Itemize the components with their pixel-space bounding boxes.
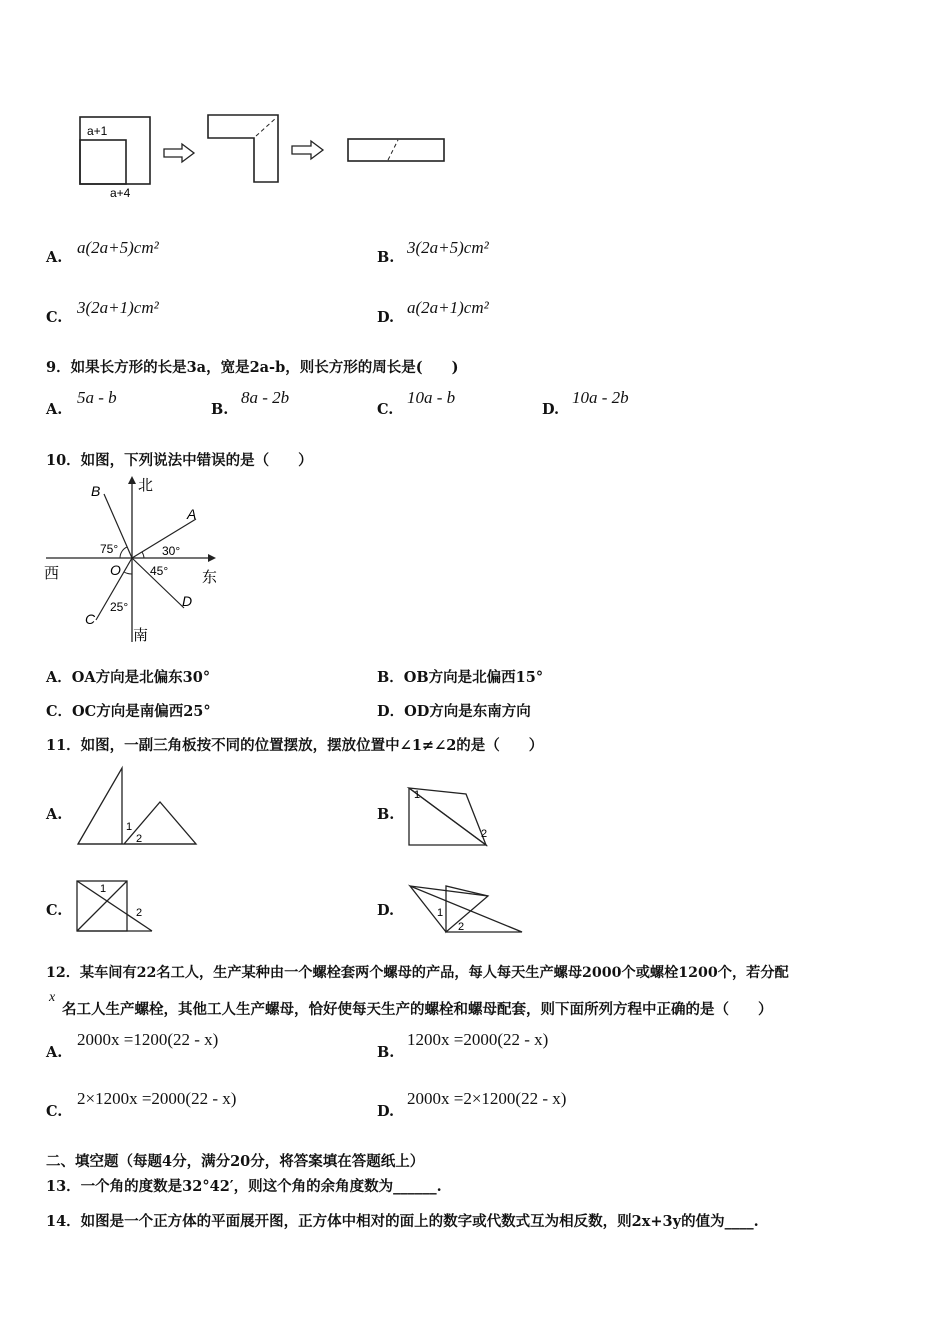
angle-2-label: 2 <box>136 833 143 845</box>
q8-figure <box>70 108 460 200</box>
q9-option-d: D. <box>542 401 560 418</box>
q11-option-b: B. <box>377 806 395 823</box>
q8-option-c: C. <box>46 309 63 326</box>
label-O: O <box>110 562 121 578</box>
triangle-ruler-2 <box>124 802 196 844</box>
q12-option-d-expr: 2000x =2×1200(22 - x) <box>407 1089 567 1108</box>
arrow-1 <box>164 144 194 162</box>
q12-option-a-expr: 2000x =1200(22 - x) <box>77 1030 219 1049</box>
q11-figure-a <box>74 766 200 848</box>
label-D: D <box>182 593 193 609</box>
angle-arc-25 <box>124 572 132 574</box>
q9-option-c: C. <box>377 401 394 418</box>
q8-option-a-expr: a(2a+5)cm² <box>77 238 159 257</box>
label-30: 30° <box>162 544 181 558</box>
east-arrowhead <box>208 554 216 562</box>
q8-option-d: D. <box>377 309 395 326</box>
q8-option-a: A. <box>46 249 63 266</box>
q10-option-a: A．OA方向是北偏东30° <box>46 669 211 686</box>
q10-compass-figure <box>44 474 224 644</box>
label-A: A <box>187 506 197 522</box>
q8-option-b-expr: 3(2a+5)cm² <box>407 238 489 257</box>
angle-1-label: 1 <box>414 789 421 801</box>
q12-option-b: B. <box>377 1044 395 1061</box>
q12-var-x: x <box>49 990 56 1005</box>
q11-figure-b <box>406 784 496 848</box>
q10-option-d: D．OD方向是东南方向 <box>377 703 531 720</box>
q9-stem: 9．如果长方形的长是3a，宽是2a-b，则长方形的周长是( ) <box>46 359 459 376</box>
q12-option-b-expr: 1200x =2000(22 - x) <box>407 1030 549 1049</box>
label-75: 75° <box>100 542 119 556</box>
q14-stem: 14．如图是一个正方体的平面展开图，正方体中相对的面上的数字或代数式互为相反数，则2x+3y的值为____. <box>46 1213 759 1230</box>
cut-line-2 <box>388 140 398 160</box>
q10-stem: 10．如图，下列说法中错误的是（ ） <box>46 452 313 469</box>
label-a-plus-4: a+4 <box>110 186 131 200</box>
q12-option-d: D. <box>377 1103 395 1120</box>
q12-option-c: C. <box>46 1103 63 1120</box>
q9-option-b-expr: 8a - 2b <box>241 388 290 407</box>
q9-option-a-expr: 5a - b <box>77 388 117 407</box>
q12-option-a: A. <box>46 1044 63 1061</box>
label-B: B <box>91 483 101 499</box>
long-rectangle <box>348 139 444 161</box>
q9-option-b: B. <box>211 401 229 418</box>
inner-square <box>80 140 126 184</box>
q9-option-a: A. <box>46 401 63 418</box>
cut-line-1 <box>256 118 276 136</box>
angle-1-label: 1 <box>100 883 107 895</box>
q12-stem-line2: 名工人生产螺栓，其他工人生产螺母，恰好使每天生产的螺栓和螺母配套，则下面所列方程中正确的是（ ） <box>62 1001 773 1018</box>
q12-option-c-expr: 2×1200x =2000(22 - x) <box>77 1089 237 1108</box>
north-arrowhead <box>128 476 136 484</box>
q9-option-d-expr: 10a - 2b <box>572 388 629 407</box>
angle-2-label: 2 <box>481 828 488 840</box>
q11-option-d: D. <box>377 902 395 919</box>
triangle-ruler-1 <box>78 768 122 844</box>
label-C: C <box>85 611 96 627</box>
angle-arc-75 <box>120 547 127 558</box>
section2-title: 二、填空题（每题4分，满分20分，将答案填在答题纸上） <box>46 1153 425 1170</box>
q8-option-d-expr: a(2a+1)cm² <box>407 298 489 317</box>
label-25: 25° <box>110 600 129 614</box>
q11-option-c: C. <box>46 902 63 919</box>
q13-stem: 13．一个角的度数是32°42′，则这个角的余角度数为______. <box>46 1178 442 1195</box>
angle-2-label: 2 <box>136 907 143 919</box>
q11-option-a: A. <box>46 806 63 823</box>
label-east: 东 <box>202 569 218 586</box>
label-north: 北 <box>138 477 154 494</box>
q10-option-c: C．OC方向是南偏西25° <box>46 703 211 720</box>
q9-option-c-expr: 10a - b <box>407 388 456 407</box>
q11-figure-c <box>74 876 158 934</box>
label-45: 45° <box>150 564 169 578</box>
label-a-plus-1: a+1 <box>87 124 108 138</box>
q10-option-b: B．OB方向是北偏西15° <box>377 669 544 686</box>
q8-option-c-expr: 3(2a+1)cm² <box>77 298 159 317</box>
angle-arc-30 <box>142 552 144 558</box>
label-south: 南 <box>133 627 149 644</box>
angle-2-label: 2 <box>458 921 465 933</box>
arrow-2 <box>292 141 323 159</box>
angle-1-label: 1 <box>126 821 133 833</box>
q12-stem-line1: 12．某车间有22名工人，生产某种由一个螺栓套两个螺母的产品，每人每天生产螺母2000个或螺栓1200个，若分配 <box>46 965 789 981</box>
diag-1 <box>77 881 152 931</box>
angle-1-label: 1 <box>437 907 444 919</box>
q11-stem: 11．如图，一副三角板按不同的位置摆放，摆放位置中∠1≠∠2的是（ ） <box>46 737 544 754</box>
q8-option-b: B. <box>377 249 395 266</box>
q11-figure-d <box>406 880 526 936</box>
triangle-ruler-2 <box>409 788 486 845</box>
label-west: 西 <box>44 565 60 582</box>
